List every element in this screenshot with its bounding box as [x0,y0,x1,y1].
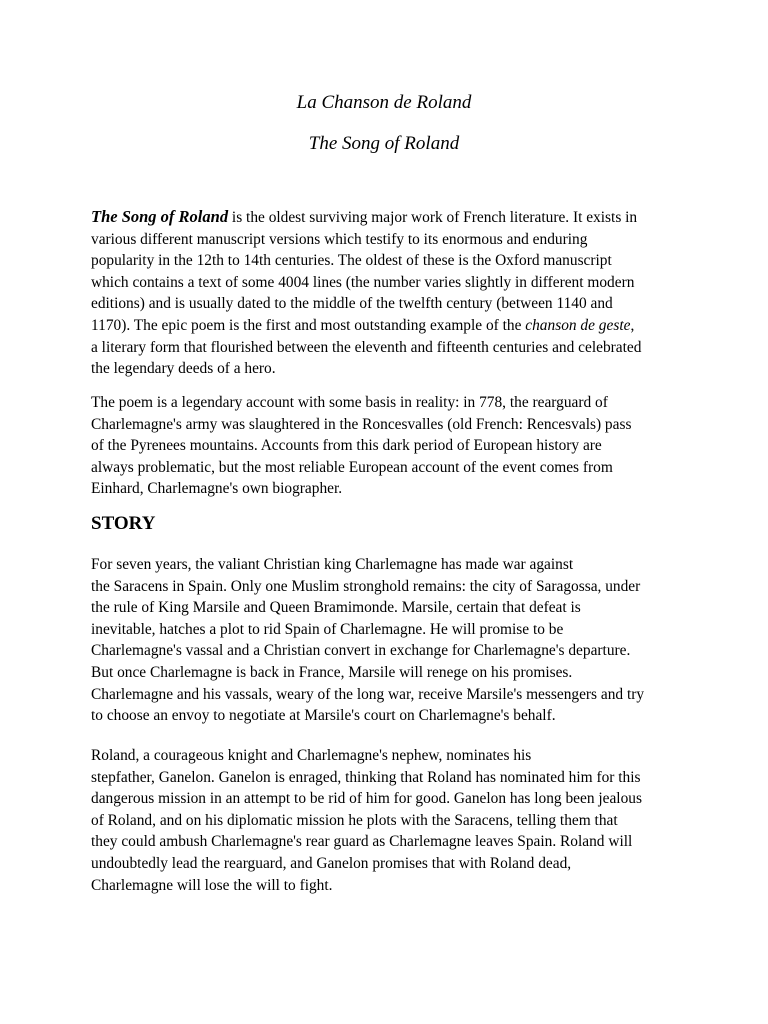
background-line: of the Pyrenees mountains. Accounts from this dark period of European history are [91,437,602,455]
background-line: Charlemagne's army was slaughtered in the Roncesvalles (old French: Rencesvals) pass [91,415,632,433]
story-line: Charlemagne and his vassals, weary of the long war, receive Marsile's messengers and try [91,685,645,703]
intro-line: editions) and is usually dated to the middle of the twelfth century (between 1140 and [91,295,613,313]
intro-lead-title: The Song of Roland [91,207,229,226]
document-subtitle: The Song of Roland [308,133,460,154]
story-line: dangerous mission in an attempt to be rid of him for good. Ganelon has long been jealous [91,790,642,808]
story-paragraph-2 [91,745,681,896]
intro-line-text: , [630,316,635,334]
intro-line: various different manuscript versions which testify to its enormous and enduring [91,230,588,248]
intro-line: the legendary deeds of a hero. [91,360,276,378]
story-line: But once Charlemagne is back in France, Marsile will renege on his promises. [91,663,573,681]
story-line: inevitable, hatches a plot to rid Spain of Charlemagne. He will promise to be [91,620,564,638]
intro-line: which contains a text of some 4004 lines (the number varies slightly in different modern [91,273,635,291]
intro-line-text: 1170). The epic poem is the first and most outstanding example of the [91,316,526,334]
background-paragraph [91,392,681,500]
story-line: the rule of King Marsile and Queen Bramimonde. Marsile, certain that defeat is [91,599,581,617]
story-line: stepfather, Ganelon. Ganelon is enraged, thinking that Roland has nominated him for this [91,768,641,786]
story-line: the Saracens in Spain. Only one Muslim stronghold remains: the city of Saragossa, under [91,577,641,595]
intro-line [91,315,681,337]
story-line: to choose an envoy to negotiate at Marsile's court on Charlemagne's behalf. [91,707,556,725]
intro-line-text: is the oldest surviving major work of French literature. It exists in [228,209,638,226]
chanson-de-geste-term: chanson de geste [525,316,631,334]
background-line: Einhard, Charlemagne's own biographer. [91,480,343,498]
story-line: Roland, a courageous knight and Charlemagne's nephew, nominates his [91,747,532,764]
story-line: of Roland, and on his diplomatic mission he plots with the Saracens, telling them that [91,811,618,829]
background-line: The poem is a legendary account with some basis in reality: in 778, the rearguard of [91,394,608,411]
story-line: For seven years, the valiant Christian king Charlemagne has made war against [91,556,574,573]
intro-line [91,206,681,229]
story-line: Charlemagne's vassal and a Christian convert in exchange for Charlemagne's departure. [91,642,631,660]
story-line: undoubtedly lead the rearguard, and Ganelon promises that with Roland dead, [91,854,572,872]
intro-line: a literary form that flourished between the eleventh and fifteenth centuries and celebrated [91,338,642,356]
story-paragraph-1 [91,554,681,727]
story-line: Charlemagne will lose the will to fight. [91,876,333,894]
intro-paragraph [91,206,681,380]
document-title: La Chanson de Roland [296,92,472,113]
story-line: they could ambush Charlemagne's rear guard as Charlemagne leaves Spain. Roland will [91,833,633,851]
story-heading: STORY [91,513,156,534]
background-line: always problematic, but the most reliable European account of the event comes from [91,458,613,476]
intro-line: popularity in the 12th to 14th centuries. The oldest of these is the Oxford manuscript [91,252,612,270]
